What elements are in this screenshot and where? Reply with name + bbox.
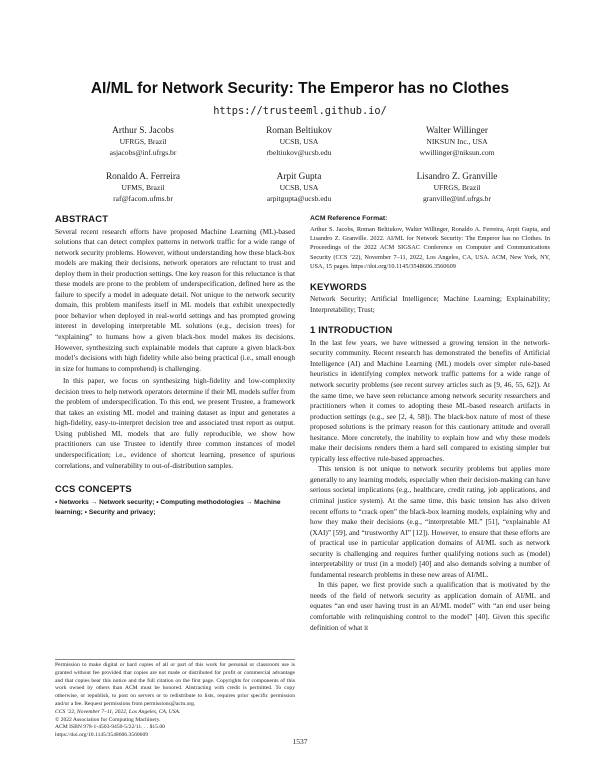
author-affiliation: NIKSUN Inc., USA [426, 137, 488, 146]
author-block [68, 171, 218, 204]
intro-paragraph: In the last few years, we have witnessed a growing tension in the network-security community. Recent research has demonstrated the benefits of Artificial Intelligence (AI) and Machine Learning (ML) models over simpler rule-based heuristics in identifying complex network traffic patterns for a wide range of network security problems (see recent survey articles such as [9, 46, 55, 62]). At the same time, we have seen reluctance among network security researchers and practitioners when it comes to adopting these ML-based research artifacts in production settings (e.g., see [2, 4, 58]). The black-box nature of most of these proposed solutions is the primary reason for this cautionary attitude and overall hesitance. More concretely, the inability to explain how and why these models make their decisions renders them a hard sell compared to existing simpler but typically less effective rule-based approaches. [310, 337, 550, 463]
author-name: Arpit Gupta [276, 172, 322, 182]
author-block [382, 125, 532, 158]
author-affiliation: UFRGS, Brazil [433, 183, 481, 192]
author-email: asjacobs@inf.ufrgs.br [109, 147, 177, 157]
intro-paragraph: In this paper, we first provide such a qualification that is motivated by the needs of the field of network security as application domain of AI/ML and equates “an end user having trust in an AI/ML model” with “an end user being comfortable with relinquishing control to the model” [40]. Given this specific definition of what it [310, 580, 550, 632]
author-email: raf@facom.ufms.br [113, 193, 173, 203]
conference-info: CCS ’22, November 7–11, 2022, Los Angeles, CA, USA. [55, 708, 181, 715]
author-email: wwillinger@niksun.com [419, 147, 495, 157]
ccs-heading: CCS CONCEPTS [55, 483, 132, 495]
isbn-line: ACM ISBN 978-1-4503-9450-5/22/11. . . $15.00 [55, 724, 165, 731]
project-url[interactable]: https://trusteeml.github.io/ [213, 105, 387, 117]
left-column [55, 214, 295, 519]
author-name: Walter Willinger [426, 126, 488, 136]
right-column [310, 214, 550, 633]
author-email: rbeltiukov@ucsb.edu [266, 147, 332, 157]
author-name: Ronaldo A. Ferreira [105, 172, 181, 182]
author-block [382, 171, 532, 204]
author-block [224, 125, 374, 158]
keywords-heading: KEYWORDS [310, 280, 367, 292]
author-block [68, 125, 218, 158]
keywords-text: Network Security; Artificial Intelligence; Machine Learning; Explainability; Interpretability; Trust; [310, 294, 550, 314]
footnote-divider [55, 659, 295, 660]
acm-reference-heading: ACM Reference Format: [310, 215, 388, 222]
copyright-footnote [55, 662, 295, 740]
author-email: granville@inf.ufrgs.br [422, 193, 491, 203]
author-affiliation: UCSB, USA [279, 183, 319, 192]
intro-paragraph: This tension is not unique to network security problems but applies more generally to any learning models, especially when their decision-making can have serious societal implications (e.g., healthcare, credit rating, job applications, and criminal justice system). At the same time, this basic tension has also driven recent efforts to “crack open” the black-box learning models, explaining why and how they make their decisions (e.g., “interpretable ML” [51], “explainable AI (XAI)” [59], and “trustworthy AI” [12]). However, to ensure that these efforts are of practical use in particular application domains of AI/ML such as network security is challenging and requires further qualifying notions such as (model) interpretability or trust (in a model) [40] and also demands solving a number of fundamental research problems in these new areas of AI/ML. [310, 464, 550, 579]
author-affiliation: UFMS, Brazil [121, 183, 165, 192]
author-name: Roman Beltiukov [266, 126, 332, 136]
ccs-concepts: • Networks → Network security; • Computing methodologies → Machine learning; • Security and privacy; [55, 498, 281, 517]
author-block [224, 171, 374, 204]
author-name: Lisandro Z. Granville [416, 172, 498, 182]
doi-link[interactable]: https://doi.org/10.1145/3548606.3560609 [55, 732, 149, 739]
copyright-line: © 2022 Association for Computing Machinery. [55, 716, 161, 723]
paper-title: AI/ML for Network Security: The Emperor has no Clothes [90, 80, 510, 97]
permission-text: Permission to make digital or hard copies of all or part of this work for personal or classroom use is granted without fee provided that copies are not made or distributed for profit or commercial advantage and that copies bear this notice and the full citation on the first page. Copyrights for components of this work owned by others than ACM must be honored. Abstracting with credit is permitted. To copy otherwise, or republish, to post on servers or to redistribute to lists, requires prior specific permission and/or a fee. Request permissions from permissions@acm.org. [55, 662, 295, 707]
acm-reference-text: Arthur S. Jacobs, Roman Beltiukov, Walter Willinger, Ronaldo A. Ferreira, Arpit Gupta, and Lisandro Z. Granville. 2022. AI/ML for Network Security: The Emperor has no Clothes. In Proceedings of the 2022 ACM SIGSAC Conference on Computer and Communications Security (CCS ’22), November 7–11, 2022, Los Angeles, CA, USA. ACM, New York, NY, USA, 15 pages. https://doi.org/10.1145/3548606.3560609 [310, 225, 550, 271]
author-affiliation: UFRGS, Brazil [119, 137, 167, 146]
abstract-paragraph: Several recent research efforts have proposed Machine Learning (ML)-based solutions that can detect complex patterns in network traffic for a wide range of network security problems. However, without understanding how these black-box models are making their decisions, network operators are reluctant to trust and deploy them in their production settings. One key reason for this reluctance is that these models are prone to the problem of underspecification, defined here as the failure to specify a model in adequate detail. Not unique to the network security domain, this problem manifests itself in ML models that exhibit unexpectedly poor behavior when deployed in real-world settings and has prompted growing interest in developing interpretable ML solutions (e.g., decision trees) for “explaining” to humans how a given black-box model makes its decisions. However, synthesizing such explainable models that capture a given black-box model’s decisions with high fidelity while also being practical (i.e., small enough in size for humans to comprehend) is challenging. [55, 226, 295, 373]
author-name: Arthur S. Jacobs [112, 126, 174, 136]
abstract-paragraph: In this paper, we focus on synthesizing high-fidelity and low-complexity decision trees to help network operators determine if their ML models suffer from the problem of underspecification. To this end, we present Trustee, a framework that takes an existing ML model and training dataset as input and generates a high-fidelity, easy-to-interpret decision tree and associated trust report as output. Using published ML models that are fully reproducible, we show how practitioners can use Trustee to identify three common instances of model underspecification; i.e., evidence of shortcut learning, presence of spurious correlations, and vulnerability to out-of-distribution samples. [55, 376, 295, 470]
page-number: 1537 [292, 737, 308, 746]
abstract-heading: ABSTRACT [55, 213, 109, 224]
author-email: arpitgupta@ucsb.edu [266, 193, 332, 203]
author-affiliation: UCSB, USA [279, 137, 319, 146]
introduction-heading: 1 INTRODUCTION [310, 324, 393, 336]
